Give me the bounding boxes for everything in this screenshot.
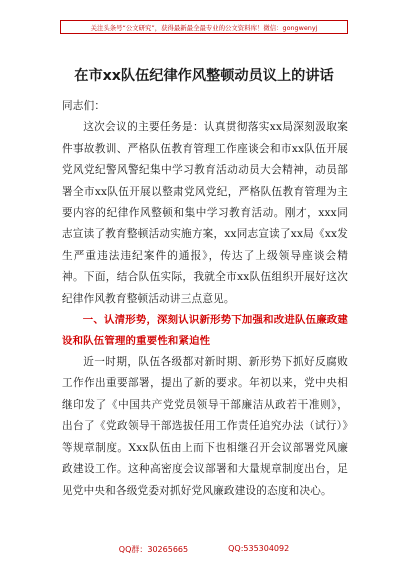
footer-qq-group: QQ群：30265665 (118, 545, 189, 554)
promo-banner (60, 20, 348, 34)
promo-banner-text: 关注头条号“公文研究”，获得最新最全最专业的公文资料库！微信：gongwenyj (90, 23, 318, 32)
document-body (62, 96, 348, 502)
footer-qq: QQ:535304092 (228, 544, 290, 553)
intro-paragraph: 这次会议的主要任务是：认真贯彻落实xx局深刻汲取案件事故教训、严格队伍教育管理工作座谈会和市xx队伍开展党风党纪警风警纪集中学习教育活动动员大会精神，动员部署全市xx队伍开展以整肃党风党纪，严格队伍教育管理为主要内容的纪律作风整顿和集中学习教育活动。刚才，xxx同志宣读了教育整顿活动实施方案，xx同志宣读了xx局《xx发生严重违法违纪案件的通报》，传达了上级领导座谈会精神。下面，结合队伍实际，我就全市xx队伍组织开展好这次纪律作风教育整顿活动讲三点意见。 (62, 121, 348, 305)
document-title: 在市xx队伍纪律作风整顿动员议上的讲话 (74, 68, 334, 84)
section-paragraph: 近一时期，队伍各级都对新时期、新形势下抓好反腐败工作作出重要部署，提出了新的要求。年初以来，党中央相继印发了《中国共产党党员领导干部廉洁从政若干准则》，出台了《党政领导干部选拔任用工作责任追究办法（试行）》等规章制度。Xxx队伍由上而下也相继召开会议部署党风廉政建设工作。这种高密度会议部署和大量规章制度出台，足见党中央和各级党委对抓好党风廉政建设的态度和决心。 (62, 356, 348, 497)
footer (0, 544, 408, 555)
section-heading: 一、认清形势，深刻认识新形势下加强和改进队伍廉政建设和队伍管理的重要性和紧迫性 (62, 314, 348, 348)
greeting: 同志们： (62, 100, 106, 112)
